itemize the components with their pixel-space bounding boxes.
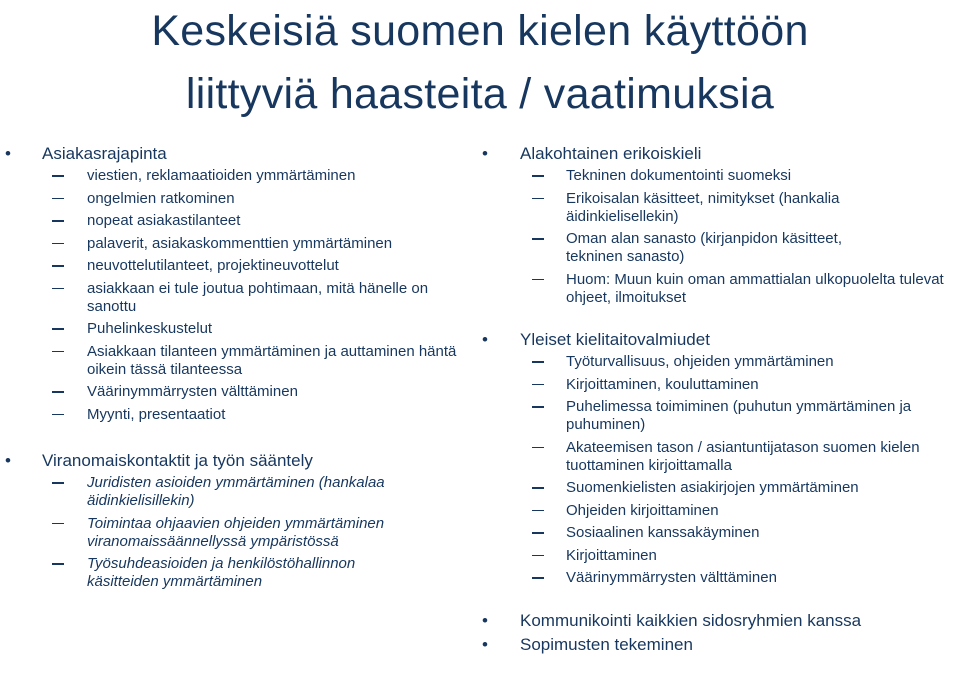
section-heading: Alakohtainen erikoiskieli (520, 144, 702, 163)
section-asiakasrajapinta (0, 143, 475, 424)
dash-icon (532, 532, 544, 534)
dash-icon (52, 482, 64, 484)
bullet-dot-icon: • (482, 330, 488, 349)
dash-icon (532, 447, 544, 449)
dash-icon (52, 328, 64, 330)
bullet-dot-icon: • (5, 144, 11, 163)
dash-icon (532, 198, 544, 200)
dash-icon (52, 175, 64, 177)
title-line-1: Keskeisiä suomen kielen käyttöön (151, 7, 809, 55)
list-item: Asiakkaan tilanteen ymmärtäminen ja auttaminen häntä oikein tässä tilanteessa (0, 343, 475, 379)
dash-icon (532, 384, 544, 386)
bullet-item (478, 634, 960, 655)
list-item: Sosiaalinen kanssakäyminen (478, 524, 960, 542)
list-item: Huom: Muun kuin oman ammattialan ulkopuolelta tulevat ohjeet, ilmoitukset (478, 271, 960, 307)
list-item: Juridisten asioiden ymmärtäminen (hankalaa äidinkielisillekin) (0, 474, 475, 510)
dash-icon (52, 414, 64, 416)
sub-list (478, 167, 960, 307)
dash-icon (532, 279, 544, 281)
list-item: Väärinymmärrysten välttäminen (478, 569, 960, 587)
section-alakohtainen (478, 143, 960, 307)
bullet-item (0, 143, 475, 164)
list-item: Kirjoittaminen (478, 547, 960, 565)
list-item: Myynti, presentaatiot (0, 406, 475, 424)
section-heading: Asiakasrajapinta (42, 144, 167, 163)
list-item: Ohjeiden kirjoittaminen (478, 502, 960, 520)
list-item: Erikoisalan käsitteet, nimitykset (hankalia äidinkielisellekin) (478, 190, 960, 226)
section-heading: Viranomaiskontaktit ja työn sääntely (42, 451, 313, 470)
sub-list (478, 353, 960, 587)
bullet-dot-icon: • (482, 144, 488, 163)
dash-icon (52, 563, 64, 565)
bullet-dot-icon: • (482, 634, 488, 654)
section-viranomaiskontaktit (0, 450, 475, 591)
list-item: Työsuhdeasioiden ja henkilöstöhallinnon käsitteiden ymmärtäminen (0, 555, 475, 591)
dash-icon (532, 555, 544, 557)
page-title (0, 0, 960, 126)
section-sopimukset (478, 634, 960, 655)
section-heading: Yleiset kielitaitovalmiudet (520, 330, 710, 349)
list-item: Työturvallisuus, ohjeiden ymmärtäminen (478, 353, 960, 371)
list-item: Toimintaa ohjaavien ohjeiden ymmärtäminen viranomaissäännellyssä ympäristössä (0, 515, 475, 551)
left-column (0, 143, 475, 596)
list-item: palaverit, asiakaskommenttien ymmärtäminen (0, 235, 475, 253)
list-item: asiakkaan ei tule joutua pohtimaan, mitä hänelle on sanottu (0, 280, 475, 316)
dash-icon (532, 361, 544, 363)
list-item: ongelmien ratkominen (0, 190, 475, 208)
bullet-dot-icon: • (482, 610, 488, 630)
dash-icon (532, 406, 544, 408)
section-heading: Sopimusten tekeminen (520, 634, 693, 654)
dash-icon (52, 198, 64, 200)
dash-icon (52, 288, 64, 290)
list-item: Tekninen dokumentointi suomeksi (478, 167, 960, 185)
bullet-item (0, 450, 475, 471)
section-heading: Kommunikointi kaikkien sidosryhmien kanssa (520, 610, 862, 630)
bullet-item (478, 143, 960, 164)
dash-icon (532, 510, 544, 512)
bullet-item (478, 329, 960, 350)
list-item: Akateemisen tason / asiantuntijatason suomen kielen tuottaminen kirjoittamalla (478, 439, 960, 475)
dash-icon (532, 175, 544, 177)
right-column (478, 143, 960, 658)
list-item: Oman alan sanasto (kirjanpidon käsitteet, tekninen sanasto) (478, 230, 960, 266)
section-kommunikointi (478, 610, 960, 631)
dash-icon (52, 265, 64, 267)
dash-icon (52, 391, 64, 393)
sub-list (0, 167, 475, 424)
list-item: neuvottelutilanteet, projektineuvottelut (0, 257, 475, 275)
dash-icon (532, 577, 544, 579)
list-item: viestien, reklamaatioiden ymmärtäminen (0, 167, 475, 185)
bullet-dot-icon: • (5, 451, 11, 470)
list-item: Kirjoittaminen, kouluttaminen (478, 376, 960, 394)
list-item: Puhelinkeskustelut (0, 320, 475, 338)
list-item: Väärinymmärrysten välttäminen (0, 383, 475, 401)
dash-icon (52, 523, 64, 525)
bullet-item (478, 610, 960, 631)
list-item: Suomenkielisten asiakirjojen ymmärtäminen (478, 479, 960, 497)
list-item: nopeat asiakastilanteet (0, 212, 475, 230)
sub-list (0, 474, 475, 591)
dash-icon (52, 351, 64, 353)
dash-icon (52, 243, 64, 245)
title-line-2: liittyviä haasteita / vaatimuksia (185, 70, 775, 118)
dash-icon (532, 487, 544, 489)
dash-icon (532, 238, 544, 240)
section-yleiset (478, 329, 960, 587)
dash-icon (52, 220, 64, 222)
list-item: Puhelimessa toimiminen (puhutun ymmärtäminen ja puhuminen) (478, 398, 960, 434)
